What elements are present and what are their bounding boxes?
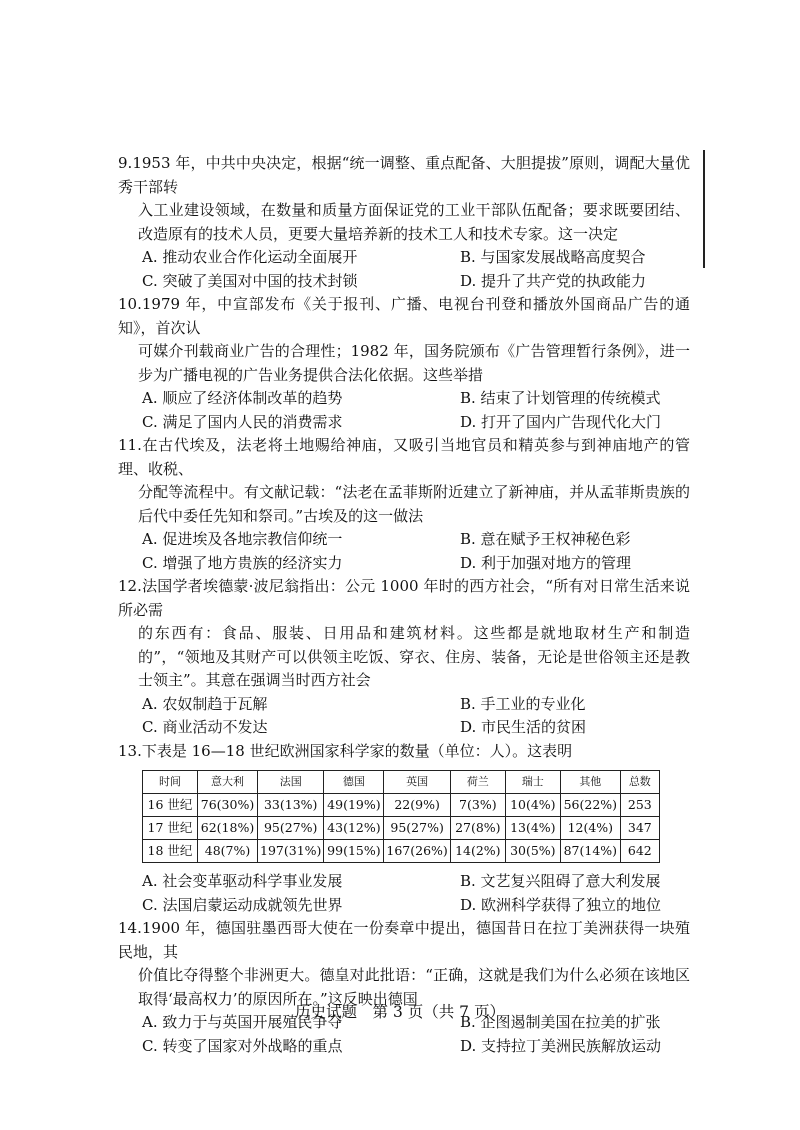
table-header: 瑞士	[505, 771, 560, 794]
table-cell: 48(7%)	[198, 840, 258, 863]
table-cell: 197(31%)	[258, 840, 324, 863]
question-number: 12.	[118, 577, 142, 595]
options	[118, 528, 690, 575]
question-text: 1900 年，德国驻墨西哥大使在一份奏章中提出，德国昔日在拉丁美洲获得一块殖民地，其	[118, 919, 690, 961]
table-cell: 99(15%)	[324, 840, 384, 863]
option-b[interactable]: B. 结束了计划管理的传统模式	[460, 389, 661, 407]
table-cell: 13(4%)	[505, 817, 560, 840]
option-a[interactable]: A. 顺应了经济体制改革的趋势	[142, 389, 343, 407]
option-d[interactable]: D. 市民生活的贫困	[460, 718, 587, 736]
table-header: 意大利	[198, 771, 258, 794]
table-cell: 27(8%)	[450, 817, 505, 840]
option-b[interactable]: B. 与国家发展战略高度契合	[460, 248, 646, 266]
option-d[interactable]: D. 提升了共产党的执政能力	[460, 271, 647, 290]
table-cell: 95(27%)	[258, 817, 324, 840]
question-13	[118, 740, 690, 918]
question-text: 1953 年，中共中央决定，根据“统一调整、重点配备、大胆提拔”原则，调配大量优秀干部转	[118, 154, 690, 196]
option-c[interactable]: C. 法国启蒙运动成就领先世界	[142, 895, 343, 914]
options	[118, 870, 690, 917]
table-cell: 76(30%)	[198, 794, 258, 817]
question-10	[118, 293, 690, 434]
option-b[interactable]: B. 手工业的专业化	[460, 694, 586, 713]
table-row	[143, 817, 660, 840]
options	[118, 693, 690, 740]
options	[118, 246, 690, 293]
question-text-cont: 价值比夺得整个非洲更大。德皇对此批语：“正确，这就是我们为什么必须在该地区取得‘最高权力’的原因所在。”这反映出德国	[138, 966, 690, 1008]
exam-content	[118, 152, 690, 1058]
option-c[interactable]: C. 商业活动不发达	[142, 718, 268, 736]
question-14	[118, 917, 690, 1058]
question-number: 14.	[118, 919, 142, 937]
question-number: 11.	[118, 436, 142, 454]
question-12	[118, 575, 690, 740]
option-c[interactable]: C. 增强了地方贵族的经济实力	[142, 553, 343, 572]
table-cell: 642	[620, 840, 659, 863]
table-cell: 7(3%)	[450, 794, 505, 817]
table-cell: 167(26%)	[384, 840, 450, 863]
question-text-cont: 可媒介刊载商业广告的合理性；1982 年，国务院颁布《广告管理暂行条例》，进一步为广播电视的广告业务提供合法化依据。这些举措	[138, 342, 690, 384]
question-stem	[118, 152, 690, 246]
table-row	[143, 794, 660, 817]
table-cell: 10(4%)	[505, 794, 560, 817]
option-c[interactable]: C. 突破了美国对中国的技术封锁	[142, 271, 358, 290]
option-a[interactable]: A. 致力于与英国开展殖民争夺	[142, 1013, 343, 1031]
option-a[interactable]: A. 推动农业合作化运动全面展开	[142, 248, 358, 266]
table-header-row	[143, 771, 660, 794]
question-text: 法国学者埃德蒙·波尼翁指出：公元 1000 年时的西方社会，“所有对日常生活来说所必需	[118, 577, 690, 619]
table-cell: 95(27%)	[384, 817, 450, 840]
question-text: 下表是 16—18 世纪欧洲国家科学家的数量（单位：人）。这表明	[141, 741, 573, 760]
question-text-cont: 的东西有：食品、服装、日用品和建筑材料。这些都是就地取材生产和制造的”，“领地及其财产可以供领主吃饭、穿衣、住房、装备，无论是世俗领主还是教士领主”。其意在强调当时西方社会	[138, 624, 690, 689]
table-cell: 17 世纪	[143, 817, 198, 840]
question-text: 1979 年，中宣部发布《关于报刊、广播、电视台刊登和播放外国商品广告的通知》，首次认	[118, 295, 690, 337]
table-header: 德国	[324, 771, 384, 794]
option-c[interactable]: C. 满足了国内人民的消费需求	[142, 412, 343, 431]
question-stem	[118, 293, 690, 387]
question-text-cont: 分配等流程中。有文献记载：“法老在孟菲斯附近建立了新神庙，并从孟菲斯贵族的后代中委任先知和祭司。”古埃及的这一做法	[138, 483, 690, 525]
scientist-table	[142, 770, 660, 863]
table-cell: 49(19%)	[324, 794, 384, 817]
table-header: 荷兰	[450, 771, 505, 794]
table-cell: 14(2%)	[450, 840, 505, 863]
question-number: 9.	[118, 154, 133, 172]
question-stem	[118, 575, 690, 693]
table-header: 其他	[560, 771, 620, 794]
question-text-cont: 入工业建设领域，在数量和质量方面保证党的工业干部队伍配备；要求既要团结、改造原有的技术人员，更要大量培养新的技术工人和技术专家。这一决定	[138, 201, 690, 243]
option-d[interactable]: D. 欧洲科学获得了独立的地位	[460, 895, 662, 914]
option-a[interactable]: A. 社会变革驱动科学事业发展	[142, 872, 343, 890]
question-stem	[118, 434, 690, 528]
option-b[interactable]: B. 意在赋予王权神秘色彩	[460, 530, 631, 548]
option-d[interactable]: D. 打开了国内广告现代化大门	[460, 412, 662, 431]
table-cell: 30(5%)	[505, 840, 560, 863]
option-a[interactable]: A. 促进埃及各地宗教信仰统一	[142, 530, 343, 548]
option-d[interactable]: D. 支持拉丁美洲民族解放运动	[460, 1036, 662, 1055]
option-b[interactable]: B. 文艺复兴阻碍了意大利发展	[460, 872, 661, 890]
table-cell: 347	[620, 817, 659, 840]
option-a[interactable]: A. 农奴制趋于瓦解	[142, 694, 268, 713]
table-cell: 18 世纪	[143, 840, 198, 863]
question-number: 13.	[118, 741, 142, 760]
table-cell: 43(12%)	[324, 817, 384, 840]
page-footer: 历史试题 第 3 页（共 7 页）	[295, 1003, 505, 1021]
table-header: 英国	[384, 771, 450, 794]
option-b[interactable]: B. 企图遏制美国在拉美的扩张	[460, 1013, 661, 1031]
options	[118, 387, 690, 434]
option-d[interactable]: D. 利于加强对地方的管理	[460, 553, 632, 572]
table-cell: 253	[620, 794, 659, 817]
table-row	[143, 840, 660, 863]
table-cell: 12(4%)	[560, 817, 620, 840]
table-header: 总数	[620, 771, 659, 794]
question-9	[118, 152, 690, 293]
table-cell: 16 世纪	[143, 794, 198, 817]
table-cell: 62(18%)	[198, 817, 258, 840]
question-stem	[118, 917, 690, 1011]
question-stem	[118, 740, 690, 764]
table-cell: 56(22%)	[560, 794, 620, 817]
option-c[interactable]: C. 转变了国家对外战略的重点	[142, 1036, 343, 1055]
table-cell: 87(14%)	[560, 840, 620, 863]
question-11	[118, 434, 690, 575]
table-cell: 33(13%)	[258, 794, 324, 817]
question-text: 在古代埃及，法老将土地赐给神庙，又吸引当地官员和精英参与到神庙地产的管理、收税、	[118, 436, 690, 478]
table-cell: 22(9%)	[384, 794, 450, 817]
table-header: 时间	[143, 771, 198, 794]
question-number: 10.	[118, 295, 142, 313]
table-header: 法国	[258, 771, 324, 794]
